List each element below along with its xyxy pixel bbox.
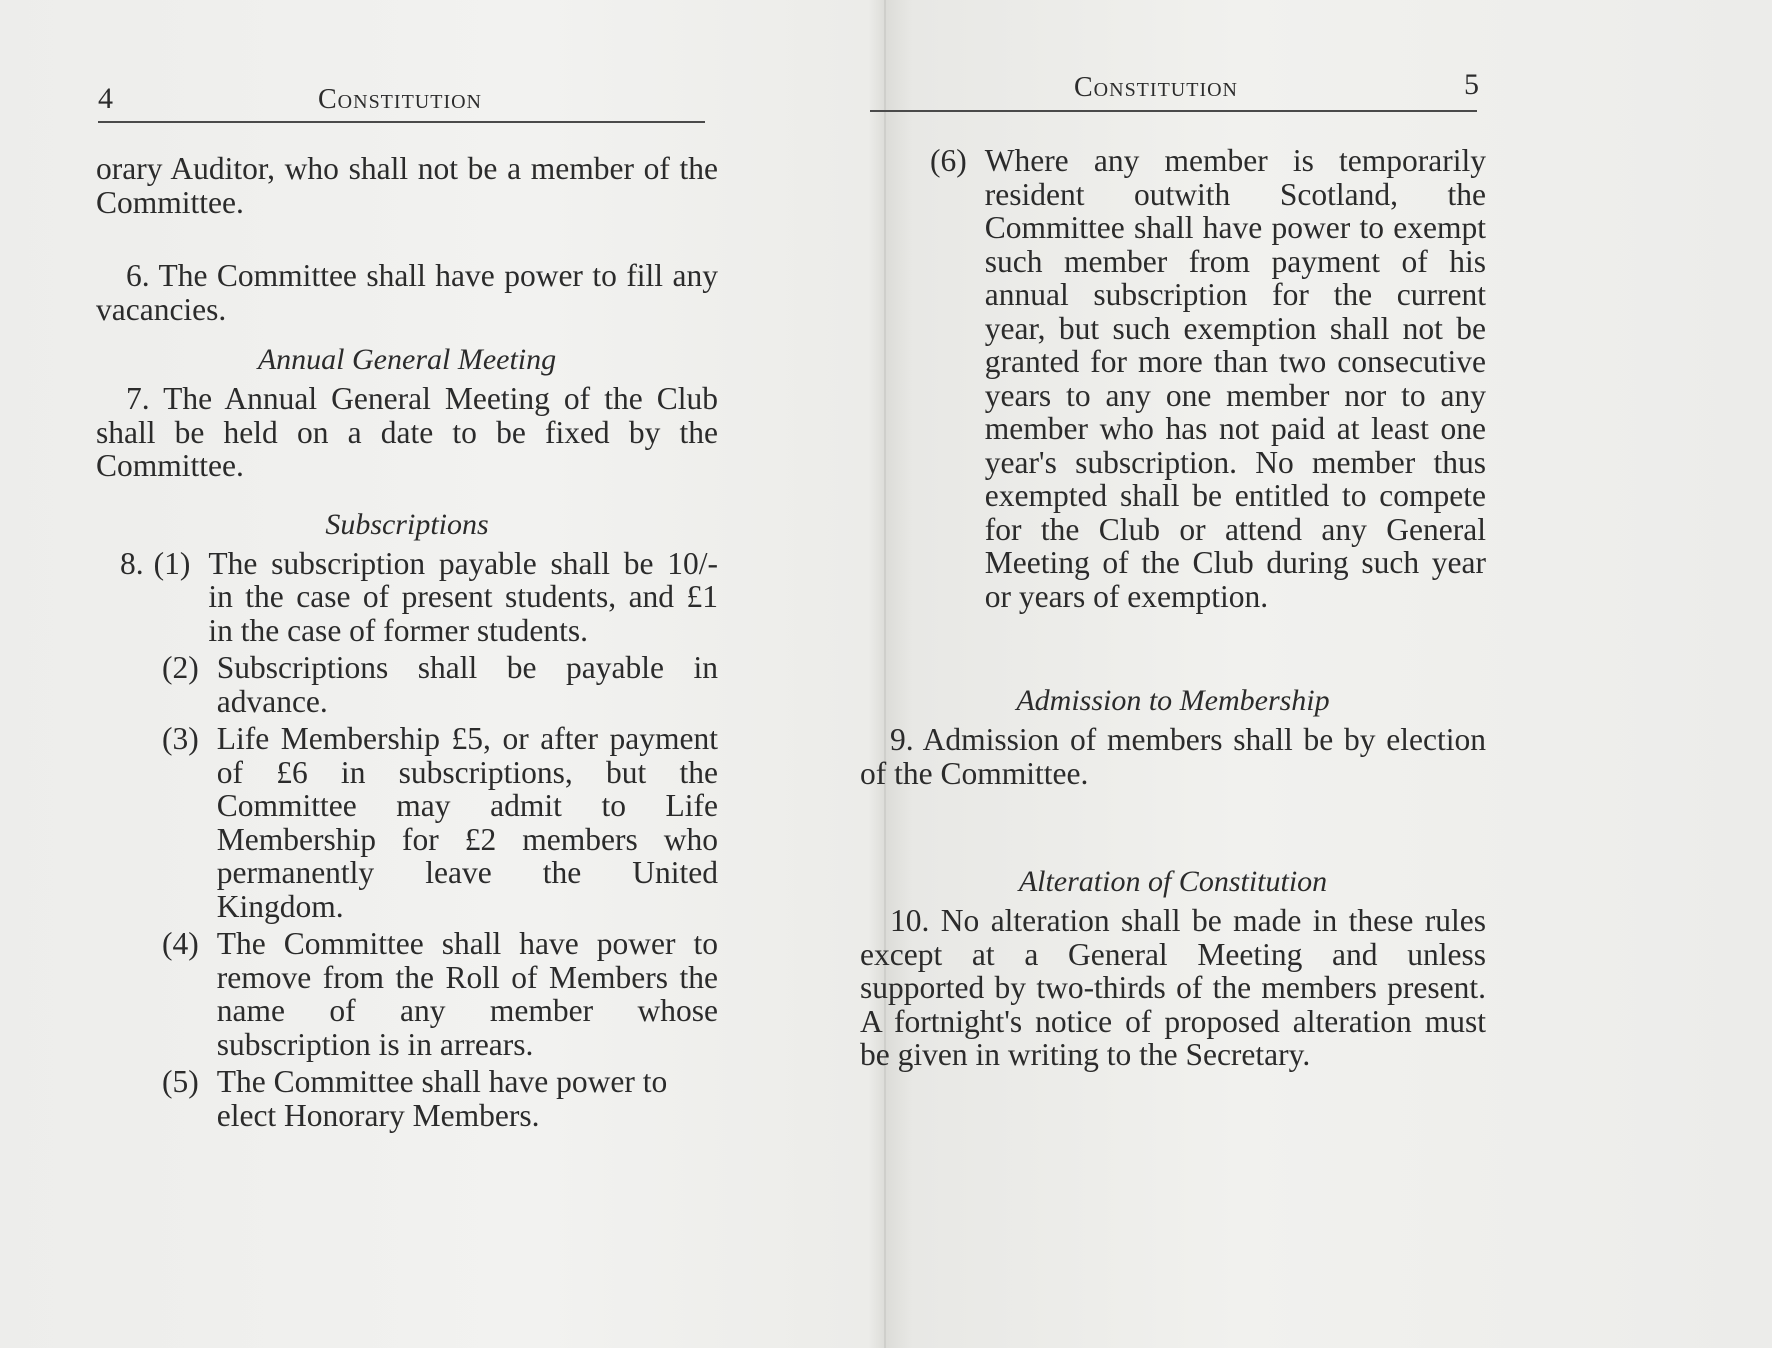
clause-8-item-6	[930, 144, 1486, 613]
running-head: Constitution	[318, 84, 482, 115]
item-label: (6)	[930, 143, 967, 178]
header-rule	[870, 110, 1477, 112]
item-label: (4)	[162, 926, 199, 961]
clause-9: 9. Admission of members shall be by election of the Committee.	[860, 722, 1486, 791]
clause-8-item-5	[162, 1065, 718, 1132]
continuation-text: orary Auditor, who shall not be a member of the Committee.	[96, 151, 718, 220]
item-text: The Committee shall have power to remove from the Roll of Members the name of any member whose subscription is in arrears.	[216, 926, 718, 1062]
item-text: Life Membership £5, or after payment of £6 in subscriptions, but the Committee may admit to Life Membership for £2 members who permanently leave the United Kingdom.	[216, 721, 718, 924]
header-rule	[98, 121, 705, 123]
clause-10: 10. No alteration shall be made in these rules except at a General Meeting and unless supported by two-thirds of the members present. A fortnight's notice of proposed alteration must be given in writing to the Secretary.	[860, 903, 1486, 1072]
page-number: 5	[1464, 68, 1479, 101]
section-heading-subscriptions: Subscriptions	[325, 507, 489, 541]
item-text: The Committee shall have power to elect Honorary Members.	[216, 1064, 668, 1133]
section-heading-admission: Admission to Membership	[1016, 684, 1330, 717]
item-text: Where any member is temporarily resident outwith Scotland, the Committee shall have power to exempt such member from payment of his annual subscription for the current year, but such exemption shall not be granted for more than two consecutive years to any one member nor to any member who has not paid at least one year's subscription. No member thus exempted shall be entitled to compete for the Club or attend any General Meeting of the Club during such year or years of exemption.	[984, 143, 1486, 614]
left-page	[0, 0, 884, 1348]
section-heading-alteration: Alteration of Constitution	[1018, 865, 1328, 898]
running-head: Constitution	[1074, 72, 1238, 103]
item-label: (3)	[162, 721, 199, 756]
item-label: (1)	[153, 545, 191, 581]
left-page-body	[96, 152, 718, 1132]
item-label: (2)	[162, 650, 199, 685]
clause-8-number: 8.	[120, 545, 144, 581]
item-label: (5)	[162, 1064, 199, 1099]
clause-8-item-1	[120, 547, 718, 648]
clause-7: 7. The Annual General Meeting of the Club shall be held on a date to be fixed by the Committee.	[96, 381, 718, 483]
clause-6: 6. The Committee shall have power to fill any vacancies.	[96, 258, 718, 327]
clause-8-item-2	[162, 651, 718, 718]
page-number: 4	[98, 82, 113, 115]
item-text: Subscriptions shall be payable in advance.	[216, 650, 718, 719]
clause-8-item-3	[162, 722, 718, 923]
right-page-body	[860, 144, 1486, 1072]
right-page	[860, 0, 1772, 1348]
section-heading-agm: Annual General Meeting	[257, 343, 557, 376]
item-text: The subscription payable shall be 10/- in the case of present students, and £1 in the case of former students.	[208, 545, 718, 648]
clause-8-item-4	[162, 927, 718, 1061]
